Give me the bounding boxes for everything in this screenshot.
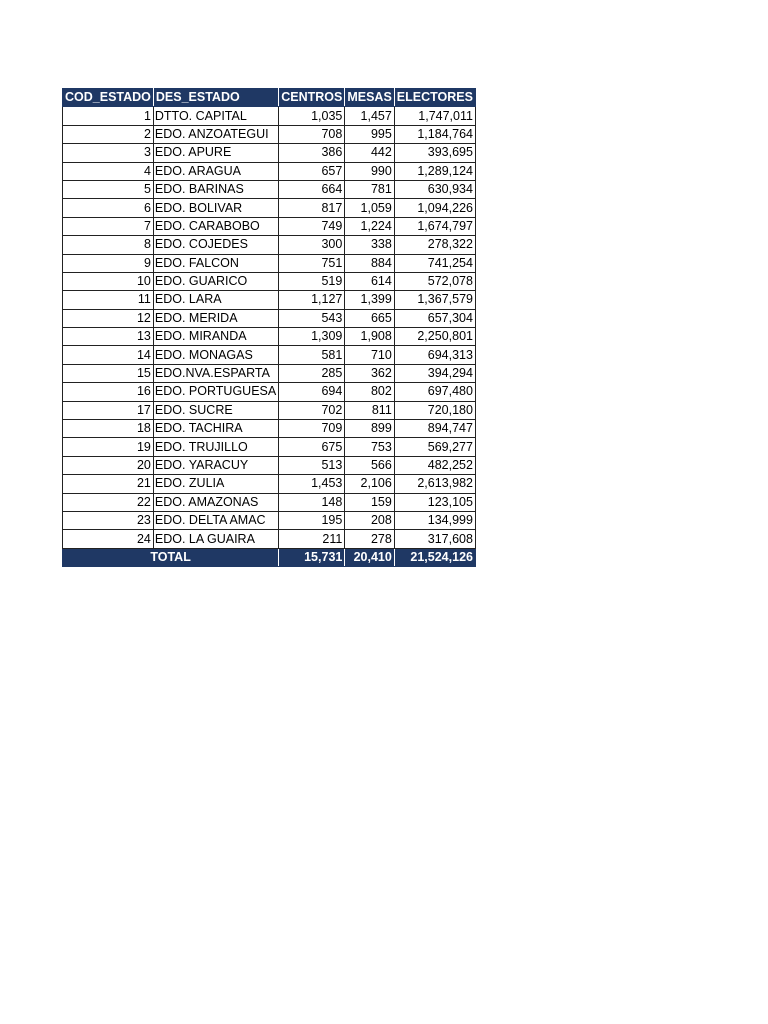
- cell-centros: 657: [279, 162, 345, 180]
- table-row: [63, 493, 476, 511]
- cell-des-estado: EDO. MIRANDA: [153, 328, 278, 346]
- cell-electores: 894,747: [394, 420, 475, 438]
- cell-cod-estado: 13: [63, 328, 154, 346]
- cell-cod-estado: 3: [63, 144, 154, 162]
- total-row: [63, 548, 476, 566]
- cell-cod-estado: 9: [63, 254, 154, 272]
- header-des-estado: DES_ESTADO: [153, 89, 278, 107]
- cell-mesas: 811: [345, 401, 394, 419]
- cell-centros: 702: [279, 401, 345, 419]
- cell-des-estado: DTTO. CAPITAL: [153, 107, 278, 125]
- table-header: [63, 89, 476, 107]
- cell-des-estado: EDO. YARACUY: [153, 456, 278, 474]
- cell-mesas: 2,106: [345, 475, 394, 493]
- cell-mesas: 278: [345, 530, 394, 548]
- cell-mesas: 884: [345, 254, 394, 272]
- cell-electores: 657,304: [394, 309, 475, 327]
- header-row: [63, 89, 476, 107]
- cell-mesas: 753: [345, 438, 394, 456]
- cell-electores: 1,289,124: [394, 162, 475, 180]
- cell-des-estado: EDO. BOLIVAR: [153, 199, 278, 217]
- total-mesas: 20,410: [345, 548, 394, 566]
- table-row: [63, 511, 476, 529]
- cell-electores: 1,674,797: [394, 217, 475, 235]
- table-row: [63, 217, 476, 235]
- cell-cod-estado: 6: [63, 199, 154, 217]
- cell-des-estado: EDO. ZULIA: [153, 475, 278, 493]
- cell-des-estado: EDO. MONAGAS: [153, 346, 278, 364]
- cell-mesas: 1,457: [345, 107, 394, 125]
- cell-mesas: 781: [345, 180, 394, 198]
- cell-des-estado: EDO. LARA: [153, 291, 278, 309]
- cell-mesas: 990: [345, 162, 394, 180]
- cell-mesas: 338: [345, 236, 394, 254]
- cell-cod-estado: 14: [63, 346, 154, 364]
- cell-electores: 720,180: [394, 401, 475, 419]
- table-row: [63, 180, 476, 198]
- table-row: [63, 107, 476, 125]
- header-cod-estado: COD_ESTADO: [63, 89, 154, 107]
- table-row: [63, 254, 476, 272]
- table-row: [63, 420, 476, 438]
- cell-mesas: 995: [345, 125, 394, 143]
- cell-electores: 393,695: [394, 144, 475, 162]
- cell-mesas: 1,908: [345, 328, 394, 346]
- cell-cod-estado: 23: [63, 511, 154, 529]
- cell-electores: 1,367,579: [394, 291, 475, 309]
- header-centros: CENTROS: [279, 89, 345, 107]
- cell-centros: 148: [279, 493, 345, 511]
- cell-electores: 482,252: [394, 456, 475, 474]
- cell-electores: 278,322: [394, 236, 475, 254]
- cell-electores: 630,934: [394, 180, 475, 198]
- cell-electores: 569,277: [394, 438, 475, 456]
- cell-des-estado: EDO. TRUJILLO: [153, 438, 278, 456]
- cell-electores: 1,747,011: [394, 107, 475, 125]
- cell-electores: 123,105: [394, 493, 475, 511]
- cell-mesas: 802: [345, 383, 394, 401]
- cell-electores: 2,250,801: [394, 328, 475, 346]
- cell-cod-estado: 17: [63, 401, 154, 419]
- table-row: [63, 309, 476, 327]
- cell-electores: 317,608: [394, 530, 475, 548]
- table-row: [63, 291, 476, 309]
- cell-electores: 741,254: [394, 254, 475, 272]
- cell-mesas: 899: [345, 420, 394, 438]
- total-label: TOTAL: [63, 548, 279, 566]
- cell-cod-estado: 10: [63, 272, 154, 290]
- cell-centros: 513: [279, 456, 345, 474]
- cell-des-estado: EDO. TACHIRA: [153, 420, 278, 438]
- cell-des-estado: EDO. ANZOATEGUI: [153, 125, 278, 143]
- cell-electores: 1,184,764: [394, 125, 475, 143]
- cell-mesas: 566: [345, 456, 394, 474]
- cell-centros: 694: [279, 383, 345, 401]
- cell-electores: 697,480: [394, 383, 475, 401]
- cell-centros: 211: [279, 530, 345, 548]
- cell-cod-estado: 22: [63, 493, 154, 511]
- header-electores: ELECTORES: [394, 89, 475, 107]
- cell-electores: 2,613,982: [394, 475, 475, 493]
- table-row: [63, 364, 476, 382]
- cell-centros: 1,127: [279, 291, 345, 309]
- cell-mesas: 1,059: [345, 199, 394, 217]
- cell-des-estado: EDO. LA GUAIRA: [153, 530, 278, 548]
- header-mesas: MESAS: [345, 89, 394, 107]
- table-row: [63, 144, 476, 162]
- cell-centros: 1,309: [279, 328, 345, 346]
- cell-des-estado: EDO. APURE: [153, 144, 278, 162]
- table-row: [63, 383, 476, 401]
- cell-mesas: 614: [345, 272, 394, 290]
- cell-centros: 386: [279, 144, 345, 162]
- table-row: [63, 199, 476, 217]
- cell-centros: 817: [279, 199, 345, 217]
- cell-des-estado: EDO. AMAZONAS: [153, 493, 278, 511]
- total-centros: 15,731: [279, 548, 345, 566]
- cell-cod-estado: 16: [63, 383, 154, 401]
- cell-des-estado: EDO. CARABOBO: [153, 217, 278, 235]
- cell-electores: 572,078: [394, 272, 475, 290]
- cell-cod-estado: 20: [63, 456, 154, 474]
- cell-mesas: 665: [345, 309, 394, 327]
- cell-cod-estado: 1: [63, 107, 154, 125]
- table-row: [63, 456, 476, 474]
- cell-cod-estado: 2: [63, 125, 154, 143]
- cell-des-estado: EDO. DELTA AMAC: [153, 511, 278, 529]
- cell-centros: 675: [279, 438, 345, 456]
- cell-centros: 749: [279, 217, 345, 235]
- cell-cod-estado: 4: [63, 162, 154, 180]
- table-row: [63, 328, 476, 346]
- cell-mesas: 159: [345, 493, 394, 511]
- cell-electores: 394,294: [394, 364, 475, 382]
- cell-centros: 300: [279, 236, 345, 254]
- cell-centros: 543: [279, 309, 345, 327]
- cell-des-estado: EDO. MERIDA: [153, 309, 278, 327]
- table-row: [63, 346, 476, 364]
- cell-des-estado: EDO.NVA.ESPARTA: [153, 364, 278, 382]
- cell-cod-estado: 12: [63, 309, 154, 327]
- cell-centros: 581: [279, 346, 345, 364]
- cell-mesas: 710: [345, 346, 394, 364]
- cell-centros: 1,035: [279, 107, 345, 125]
- cell-centros: 1,453: [279, 475, 345, 493]
- cell-mesas: 1,399: [345, 291, 394, 309]
- cell-centros: 751: [279, 254, 345, 272]
- cell-centros: 195: [279, 511, 345, 529]
- cell-cod-estado: 7: [63, 217, 154, 235]
- cell-des-estado: EDO. ARAGUA: [153, 162, 278, 180]
- electoral-data-table: [62, 88, 476, 567]
- table-row: [63, 438, 476, 456]
- table-row: [63, 475, 476, 493]
- table-row: [63, 162, 476, 180]
- cell-mesas: 442: [345, 144, 394, 162]
- cell-des-estado: EDO. FALCON: [153, 254, 278, 272]
- cell-mesas: 362: [345, 364, 394, 382]
- cell-cod-estado: 18: [63, 420, 154, 438]
- table-row: [63, 125, 476, 143]
- cell-cod-estado: 19: [63, 438, 154, 456]
- cell-centros: 708: [279, 125, 345, 143]
- cell-electores: 694,313: [394, 346, 475, 364]
- cell-centros: 664: [279, 180, 345, 198]
- table-row: [63, 272, 476, 290]
- table-body: [63, 107, 476, 548]
- cell-mesas: 1,224: [345, 217, 394, 235]
- cell-cod-estado: 15: [63, 364, 154, 382]
- cell-des-estado: EDO. PORTUGUESA: [153, 383, 278, 401]
- cell-mesas: 208: [345, 511, 394, 529]
- cell-cod-estado: 8: [63, 236, 154, 254]
- cell-electores: 1,094,226: [394, 199, 475, 217]
- cell-des-estado: EDO. BARINAS: [153, 180, 278, 198]
- table-footer: [63, 548, 476, 566]
- cell-cod-estado: 21: [63, 475, 154, 493]
- table-row: [63, 401, 476, 419]
- cell-centros: 709: [279, 420, 345, 438]
- cell-des-estado: EDO. SUCRE: [153, 401, 278, 419]
- cell-electores: 134,999: [394, 511, 475, 529]
- cell-des-estado: EDO. COJEDES: [153, 236, 278, 254]
- cell-cod-estado: 24: [63, 530, 154, 548]
- cell-centros: 285: [279, 364, 345, 382]
- total-electores: 21,524,126: [394, 548, 475, 566]
- table-row: [63, 530, 476, 548]
- cell-centros: 519: [279, 272, 345, 290]
- table-row: [63, 236, 476, 254]
- cell-des-estado: EDO. GUARICO: [153, 272, 278, 290]
- cell-cod-estado: 11: [63, 291, 154, 309]
- cell-cod-estado: 5: [63, 180, 154, 198]
